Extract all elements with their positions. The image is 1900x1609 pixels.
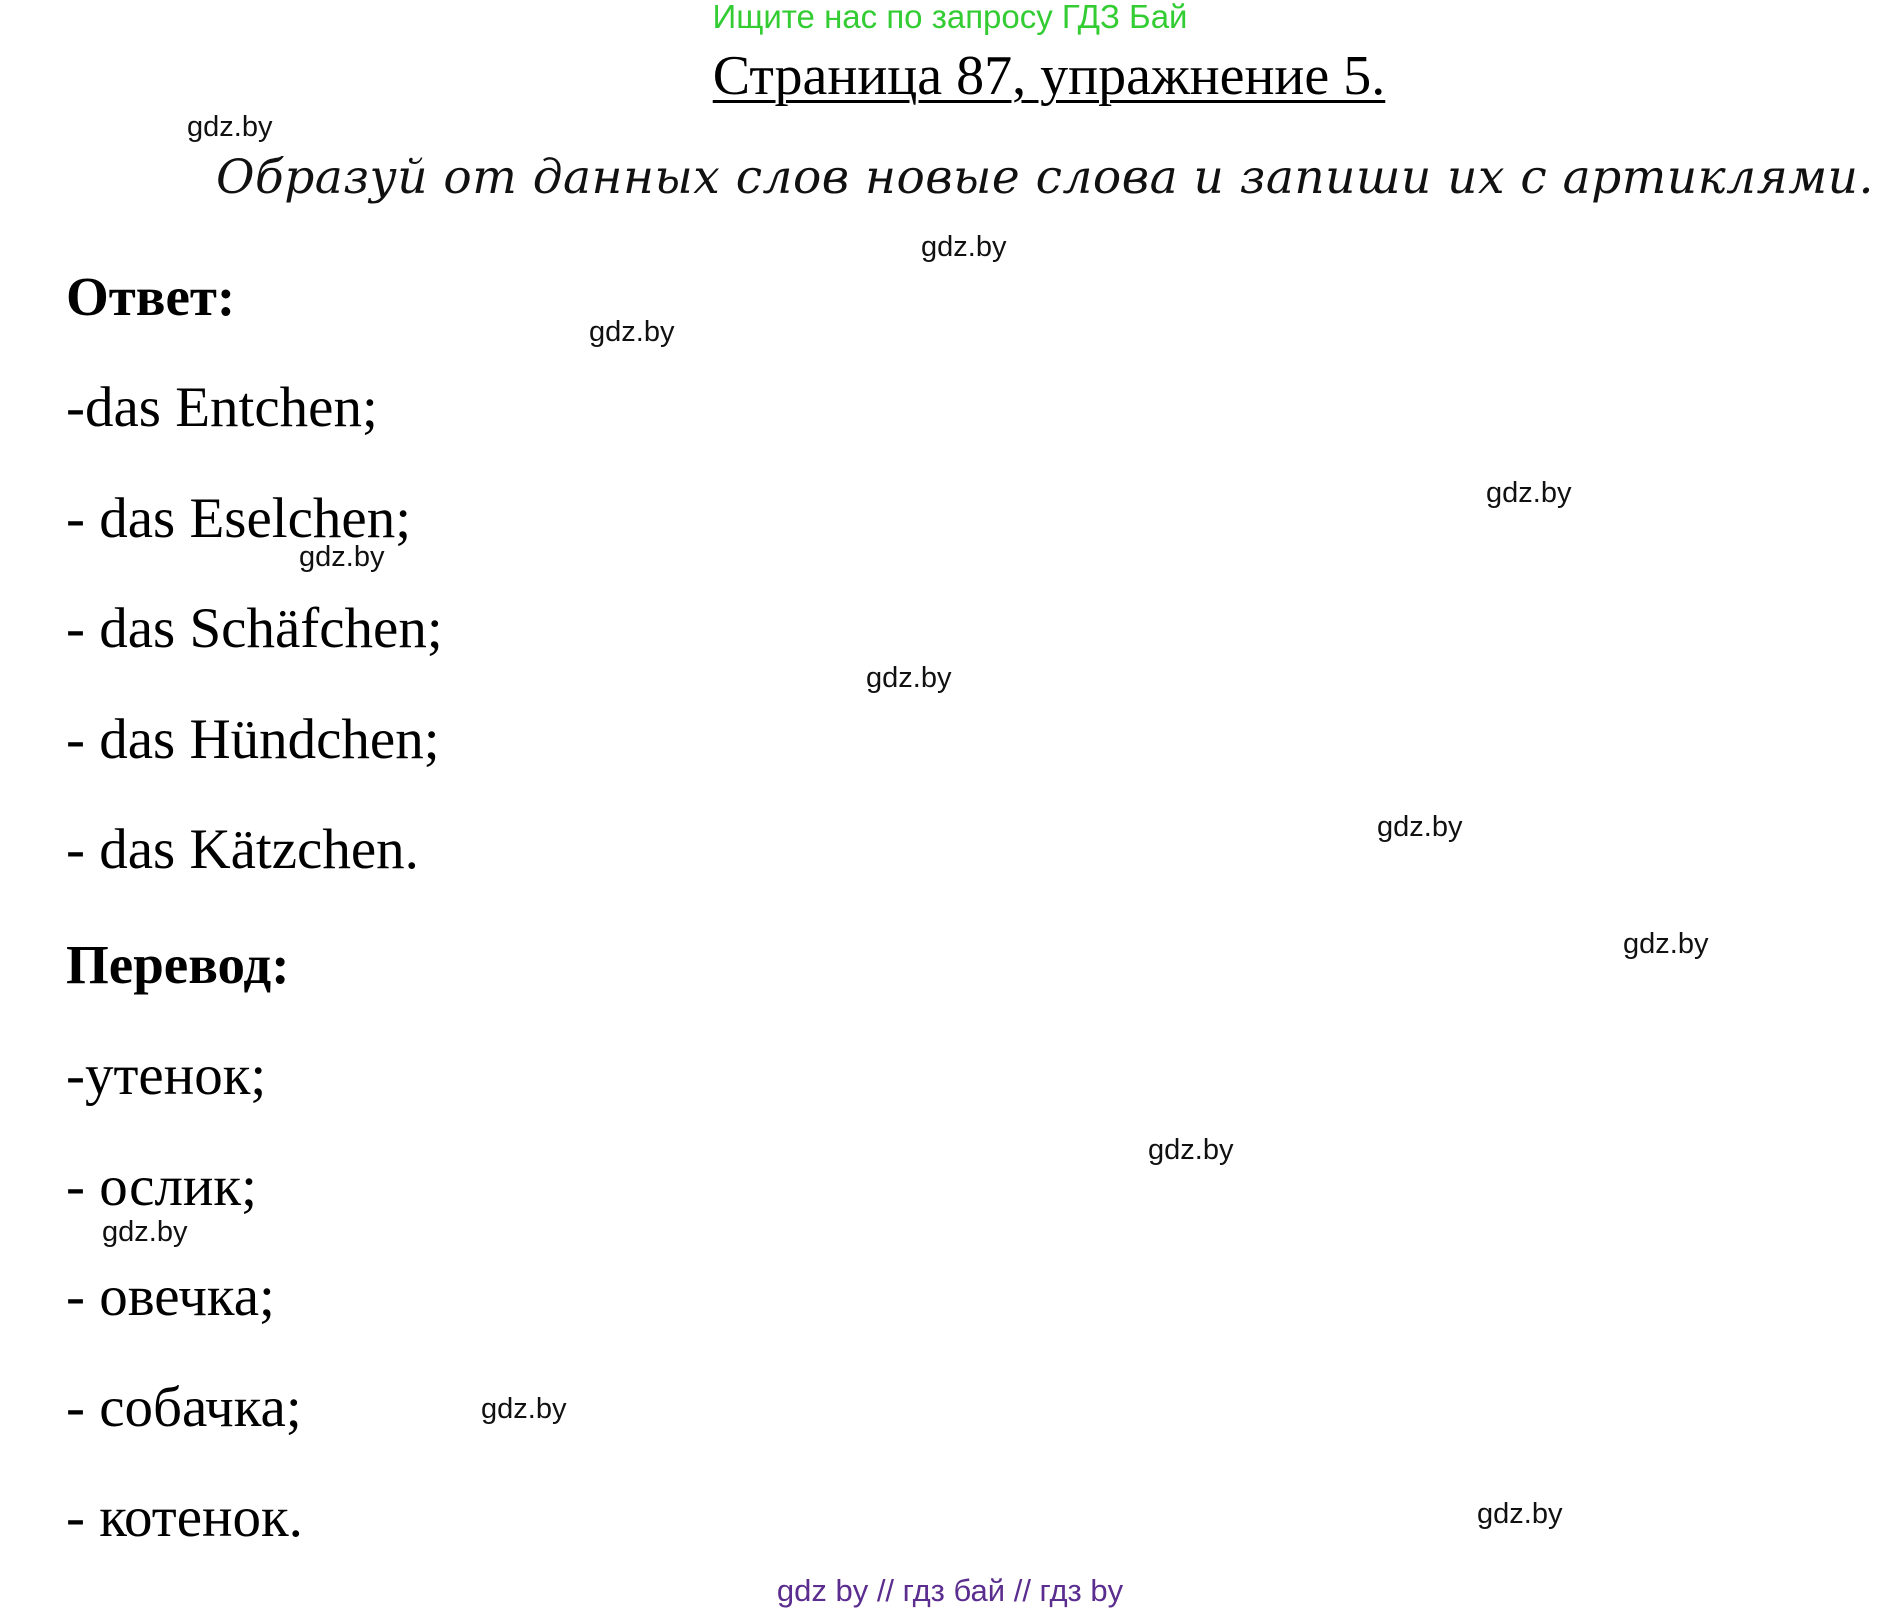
watermark: gdz.by (481, 1393, 567, 1425)
translation-item: - котенок. (66, 1486, 303, 1549)
watermark: gdz.by (1486, 477, 1572, 509)
answer-item: - das Eselchen; (66, 487, 412, 550)
watermark: gdz.by (866, 662, 952, 694)
watermark: gdz.by (187, 111, 273, 143)
translation-item: - ослик; (66, 1155, 257, 1218)
translation-item: - овечка; (66, 1265, 275, 1328)
answer-item: - das Hündchen; (66, 708, 440, 771)
answer-item: - das Schäfchen; (66, 597, 443, 660)
answer-heading: Ответ: (66, 266, 236, 327)
watermark: gdz.by (299, 541, 385, 573)
translation-heading: Перевод: (66, 934, 290, 995)
watermark: gdz.by (589, 316, 675, 348)
answer-item: - das Kätzchen. (66, 818, 419, 881)
footer-watermark: gdz by // гдз бай // гдз by (776, 1573, 1124, 1608)
promo-link[interactable]: Ищите нас по запросу ГДЗ Бай (712, 0, 1188, 35)
watermark: gdz.by (921, 231, 1007, 263)
watermark: gdz.by (1477, 1498, 1563, 1530)
translation-item: - собачка; (66, 1376, 302, 1439)
watermark: gdz.by (1623, 928, 1709, 960)
watermark: gdz.by (1148, 1134, 1234, 1166)
translation-item: -утенок; (66, 1044, 267, 1107)
watermark: gdz.by (102, 1216, 188, 1248)
page-title: Страница 87, упражнение 5. (712, 45, 1386, 107)
watermark: gdz.by (1377, 811, 1463, 843)
answer-item: -das Entchen; (66, 376, 378, 439)
task-instruction: Образуй от данных слов новые слова и запиши их с артиклями. (216, 150, 1874, 205)
